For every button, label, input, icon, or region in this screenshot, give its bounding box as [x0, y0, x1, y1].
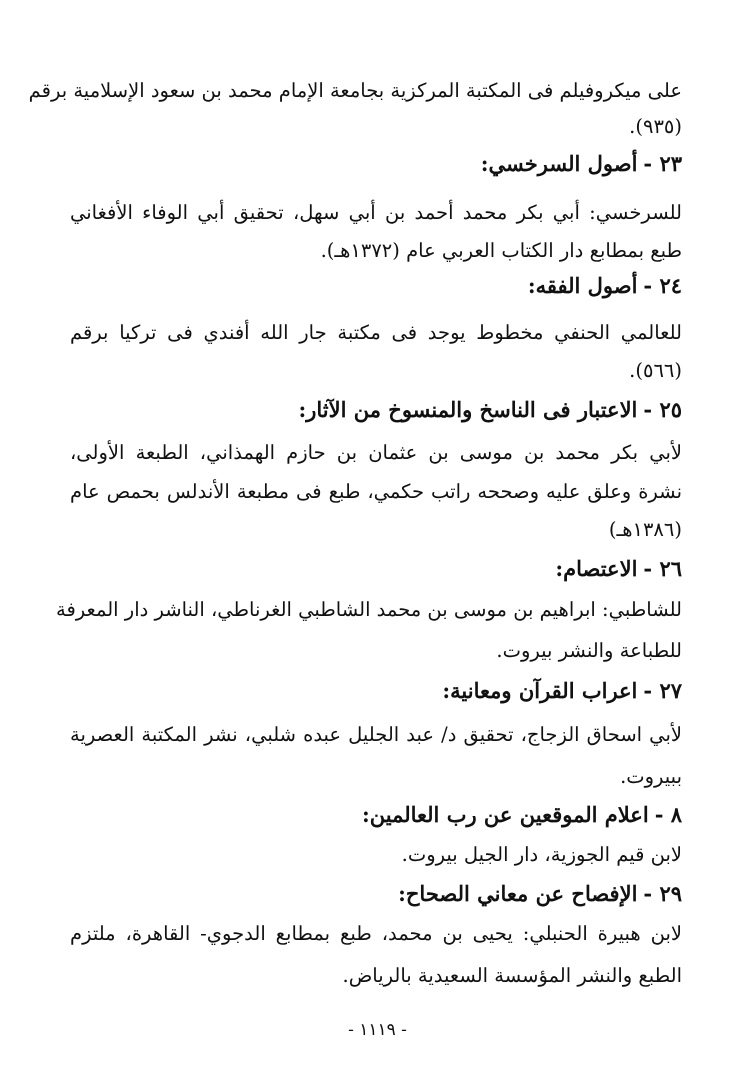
entry-heading: [398, 876, 682, 912]
page-number: - ١١١٩ -: [348, 1020, 407, 1040]
body-text-line: للعالمي الحنفي مخطوط يوجد فى مكتبة جار الله أفندي فى تركيا برقم: [70, 321, 682, 344]
body-text-line: (٥٦٦).: [629, 359, 682, 382]
entry-number: ٢٦ -: [643, 556, 682, 581]
entry-title: أصول السرخسي:: [480, 151, 638, 176]
entry-title: اعراب القرآن ومعانية:: [442, 678, 638, 703]
entry-title: الاعتصام:: [555, 556, 638, 581]
body-text-line: لابن قيم الجوزية، دار الجيل بيروت.: [401, 843, 682, 866]
body-text-line: على ميكروفيلم فى المكتبة المركزية بجامعة الإمام محمد بن سعود الإسلامية برقم: [28, 79, 682, 102]
entry-number: ٢٤ -: [643, 273, 682, 298]
body-text-line: لأبي بكر محمد بن موسى بن عثمان بن حازم الهمذاني، الطبعة الأولى،: [70, 441, 682, 464]
body-text-line: ببيروت.: [620, 765, 682, 788]
body-text-line: (١٣٨٦هـ): [608, 518, 682, 541]
entry-title: الإفصاح عن معاني الصحاح:: [398, 881, 638, 906]
entry-number: ٢٥ -: [643, 397, 682, 422]
entry-title: الاعتبار فى الناسخ والمنسوخ من الآثار:: [298, 397, 638, 422]
entry-number: ٨ -: [654, 802, 682, 827]
body-text-line: للشاطبي: ابراهيم بن موسى بن محمد الشاطبي الغرناطي، الناشر دار المعرفة: [56, 598, 682, 621]
entry-number: ٢٩ -: [643, 881, 682, 906]
entry-heading: [481, 146, 682, 182]
body-text-line: (٩٣٥).: [629, 115, 682, 138]
entry-heading: [555, 551, 682, 587]
body-text-line: نشرة وعلق عليه وصححه راتب حكمي، طبع فى مطبعة الأندلس بحمص عام: [70, 480, 682, 503]
body-text-line: طبع بمطابع دار الكتاب العربي عام (١٣٧٢هـ).: [320, 239, 682, 262]
entry-title: أصول الفقه:: [527, 273, 638, 298]
entry-heading: [528, 268, 682, 304]
entry-title: اعلام الموقعين عن رب العالمين:: [362, 802, 649, 827]
entry-heading: [442, 673, 682, 709]
body-text-line: لابن هبيرة الحنبلي: يحيى بن محمد، طبع بمطابع الدجوي- القاهرة، ملتزم: [70, 922, 682, 945]
body-text-line: للطباعة والنشر بيروت.: [496, 639, 682, 662]
entry-number: ٢٣ -: [643, 151, 682, 176]
entry-heading: [298, 392, 682, 428]
body-text-line: للسرخسي: أبي بكر محمد أحمد بن أبي سهل، تحقيق أبي الوفاء الأفغاني: [70, 201, 682, 224]
entry-heading: [362, 797, 682, 833]
body-text-line: الطبع والنشر المؤسسة السعيدية بالرياض.: [342, 964, 682, 987]
body-text-line: لأبي اسحاق الزجاج، تحقيق د/ عبد الجليل عبده شلبي، نشر المكتبة العصرية: [70, 723, 682, 746]
entry-number: ٢٧ -: [643, 678, 682, 703]
